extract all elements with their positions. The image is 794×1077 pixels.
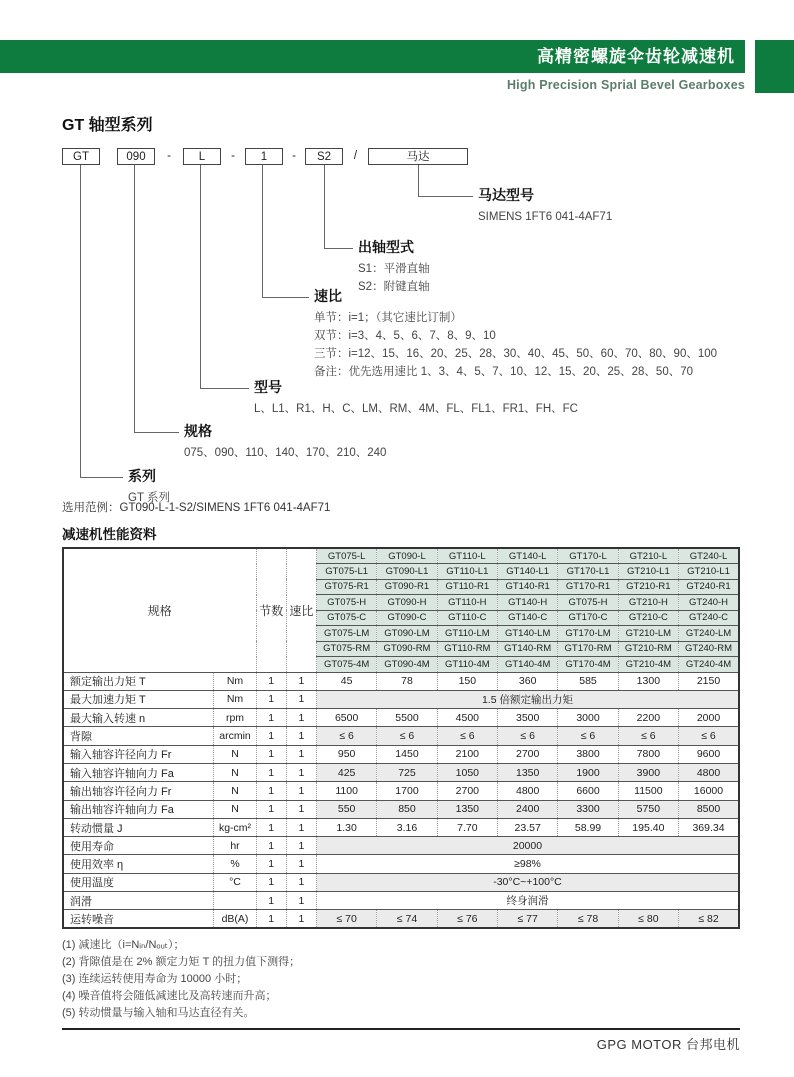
row-value: 1050 <box>437 763 497 781</box>
row-value: 4500 <box>437 709 497 727</box>
model-header-cell: GT090-L <box>377 548 437 564</box>
model-header-cell: GT240-L <box>679 548 739 564</box>
model-code-separator: - <box>231 150 235 162</box>
row-value: ≤ 80 <box>618 910 678 928</box>
model-header-cell: GT170-L <box>558 548 618 564</box>
table-row <box>63 892 739 910</box>
row-value: 1100 <box>316 782 376 800</box>
model-header-cell: GT210-LM <box>618 626 678 642</box>
model-header-cell: GT075-L1 <box>316 564 376 580</box>
row-label: 输出轴容许轴向力 Fa <box>63 800 214 818</box>
model-header-cell: GT210-L <box>618 548 678 564</box>
row-value: 6600 <box>558 782 618 800</box>
model-header-cell: GT240-C <box>679 610 739 626</box>
row-stages: 1 <box>256 727 286 745</box>
model-code-box: 马达 <box>368 148 468 165</box>
row-stages: 1 <box>256 782 286 800</box>
row-stages: 1 <box>256 672 286 690</box>
model-header-cell: GT210-L1 <box>618 564 678 580</box>
model-code-box: 090 <box>117 148 155 165</box>
row-value: 3300 <box>558 800 618 818</box>
row-value: ≤ 77 <box>498 910 558 928</box>
row-unit: N <box>214 763 256 781</box>
model-header-cell: GT110-H <box>437 595 497 611</box>
table-row <box>63 910 739 928</box>
callout-title-model: 型号 <box>254 379 282 395</box>
row-unit: N <box>214 800 256 818</box>
row-unit: % <box>214 855 256 873</box>
model-header-cell: GT140-LM <box>498 626 558 642</box>
row-ratio: 1 <box>286 745 316 763</box>
row-value: ≤ 74 <box>377 910 437 928</box>
row-value: 1700 <box>377 782 437 800</box>
model-header-cell: GT090-C <box>377 610 437 626</box>
model-header-row <box>63 548 739 564</box>
row-value: 9600 <box>679 745 739 763</box>
row-value: ≤ 6 <box>437 727 497 745</box>
model-header-cell: GT110-L <box>437 548 497 564</box>
model-header-cell: GT210-H <box>618 595 678 611</box>
row-value: 2100 <box>437 745 497 763</box>
row-unit: rpm <box>214 709 256 727</box>
table-row <box>63 782 739 800</box>
model-header-cell: GT170-R1 <box>558 579 618 595</box>
table-row <box>63 745 739 763</box>
row-value: 5750 <box>618 800 678 818</box>
row-stages: 1 <box>256 855 286 873</box>
footer-rule <box>62 1028 740 1030</box>
model-header-cell: GT075-C <box>316 610 376 626</box>
callout-connector-motor-model <box>418 165 473 197</box>
model-header-cell: GT140-RM <box>498 641 558 657</box>
row-unit: Nm <box>214 690 256 708</box>
row-value: 2400 <box>498 800 558 818</box>
row-value: 1300 <box>618 672 678 690</box>
row-merged-value: ≥98% <box>316 855 739 873</box>
model-code-separator: / <box>353 150 358 162</box>
row-unit: N <box>214 745 256 763</box>
model-header-cell: GT075-RM <box>316 641 376 657</box>
corner-header-stages: 节数 <box>256 548 286 672</box>
row-unit: N <box>214 782 256 800</box>
performance-table-title: 减速机性能资料 <box>62 527 157 542</box>
row-value: ≤ 6 <box>498 727 558 745</box>
row-ratio: 1 <box>286 818 316 836</box>
row-value: 1350 <box>437 800 497 818</box>
table-row <box>63 855 739 873</box>
callout-connector-ratio <box>262 165 309 298</box>
row-ratio: 1 <box>286 727 316 745</box>
row-unit: arcmin <box>214 727 256 745</box>
row-ratio: 1 <box>286 800 316 818</box>
model-code-box: GT <box>62 148 100 165</box>
model-header-cell: GT170-4M <box>558 657 618 673</box>
table-row <box>63 800 739 818</box>
row-value: 3900 <box>618 763 678 781</box>
model-header-cell: GT240-R1 <box>679 579 739 595</box>
row-value: 45 <box>316 672 376 690</box>
callout-line-ratio: 备注：优先选用速比 1、3、4、5、7、10、12、15、20、25、28、50、70 <box>314 366 694 378</box>
row-label: 最大加速力矩 T <box>63 690 214 708</box>
model-header-cell: GT090-4M <box>377 657 437 673</box>
model-header-cell: GT110-LM <box>437 626 497 642</box>
row-unit: kg-cm² <box>214 818 256 836</box>
model-header-cell: GT240-LM <box>679 626 739 642</box>
row-ratio: 1 <box>286 672 316 690</box>
model-header-cell: GT170-RM <box>558 641 618 657</box>
row-value: 3500 <box>498 709 558 727</box>
model-header-cell: GT240-RM <box>679 641 739 657</box>
row-merged-value: 1.5 倍额定输出力矩 <box>316 690 739 708</box>
row-ratio: 1 <box>286 763 316 781</box>
table-row <box>63 763 739 781</box>
row-value: 5500 <box>377 709 437 727</box>
callout-connector-series <box>80 165 123 478</box>
callout-line-motor-model: SIMENS 1FT6 041-4AF71 <box>478 211 613 223</box>
model-header-cell: GT090-LM <box>377 626 437 642</box>
table-row <box>63 709 739 727</box>
row-unit: hr <box>214 837 256 855</box>
row-ratio: 1 <box>286 690 316 708</box>
row-label: 输出轴容许径向力 Fr <box>63 782 214 800</box>
row-ratio: 1 <box>286 892 316 910</box>
model-header-cell: GT075-L <box>316 548 376 564</box>
row-value: 1350 <box>498 763 558 781</box>
row-label: 运转噪音 <box>63 910 214 928</box>
row-value: ≤ 6 <box>377 727 437 745</box>
row-label: 使用效率 η <box>63 855 214 873</box>
page-subtitle-en: High Precision Sprial Bevel Gearboxes <box>506 78 745 92</box>
callout-title-output-shaft-type: 出轴型式 <box>358 239 414 255</box>
model-code-box: 1 <box>245 148 283 165</box>
row-label: 使用寿命 <box>63 837 214 855</box>
model-code-separator: - <box>167 150 171 162</box>
row-value: 8500 <box>679 800 739 818</box>
row-stages: 1 <box>256 837 286 855</box>
footnote-line: (5) 转动惯量与输入轴和马达直径有关。 <box>62 1007 255 1019</box>
table-row <box>63 818 739 836</box>
row-value: ≤ 70 <box>316 910 376 928</box>
model-header-cell: GT075-H <box>558 595 618 611</box>
row-stages: 1 <box>256 910 286 928</box>
row-label: 额定输出力矩 T <box>63 672 214 690</box>
row-value: 1450 <box>377 745 437 763</box>
row-label: 最大输入转速 n <box>63 709 214 727</box>
model-header-cell: GT090-R1 <box>377 579 437 595</box>
model-header-cell: GT140-4M <box>498 657 558 673</box>
row-value: 4800 <box>498 782 558 800</box>
row-value: 4800 <box>679 763 739 781</box>
model-header-cell: GT240-H <box>679 595 739 611</box>
model-header-cell: GT075-H <box>316 595 376 611</box>
row-value: 1900 <box>558 763 618 781</box>
row-value: 11500 <box>618 782 678 800</box>
header-corner-block <box>755 40 794 93</box>
footer-brand: GPG MOTOR 台邦电机 <box>596 1037 740 1052</box>
row-value: 360 <box>498 672 558 690</box>
row-ratio: 1 <box>286 873 316 891</box>
row-value: 150 <box>437 672 497 690</box>
row-ratio: 1 <box>286 782 316 800</box>
row-value: 16000 <box>679 782 739 800</box>
row-stages: 1 <box>256 892 286 910</box>
selection-example: 选用范例：GT090-L-1-S2/SIMENS 1FT6 041-4AF71 <box>62 502 331 514</box>
model-header-cell: GT110-RM <box>437 641 497 657</box>
model-header-cell: GT075-LM <box>316 626 376 642</box>
model-header-cell: GT140-R1 <box>498 579 558 595</box>
callout-line-ratio: 单节：i=1；（其它速比订制） <box>314 312 462 324</box>
row-merged-value: -30°C~+100°C <box>316 873 739 891</box>
callout-connector-output-shaft-type <box>324 165 353 249</box>
row-value: ≤ 76 <box>437 910 497 928</box>
row-label: 转动惯量 J <box>63 818 214 836</box>
model-header-cell: GT210-R1 <box>618 579 678 595</box>
corner-header-spec: 规格 <box>63 548 256 672</box>
callout-connector-model <box>200 165 249 389</box>
model-header-cell: GT140-L <box>498 548 558 564</box>
row-value: 3800 <box>558 745 618 763</box>
row-stages: 1 <box>256 763 286 781</box>
model-header-cell: GT240-4M <box>679 657 739 673</box>
performance-table-wrap <box>62 547 740 929</box>
row-value: 369.34 <box>679 818 739 836</box>
callout-line-model: L、L1、R1、H、C、LM、RM、4M、FL、FL1、FR1、FH、FC <box>254 403 578 415</box>
row-ratio: 1 <box>286 910 316 928</box>
model-header-cell: GT075-4M <box>316 657 376 673</box>
callout-title-ratio: 速比 <box>314 288 342 304</box>
model-code-separator: - <box>292 150 296 162</box>
row-stages: 1 <box>256 873 286 891</box>
row-value: 23.57 <box>498 818 558 836</box>
row-stages: 1 <box>256 709 286 727</box>
page-title-cn: 高精密螺旋伞齿轮减速机 <box>537 47 735 66</box>
model-header-cell: GT170-LM <box>558 626 618 642</box>
callout-line-size: 075、090、110、140、170、210、240 <box>184 447 387 459</box>
row-value: 850 <box>377 800 437 818</box>
row-value: 585 <box>558 672 618 690</box>
row-value: 2700 <box>498 745 558 763</box>
footnote-line: (3) 连续运转使用寿命为 10000 小时； <box>62 973 248 985</box>
model-code-box: L <box>183 148 221 165</box>
row-value: ≤ 6 <box>558 727 618 745</box>
row-value: 6500 <box>316 709 376 727</box>
model-header-cell: GT170-C <box>558 610 618 626</box>
callout-title-motor-model: 马达型号 <box>478 187 534 203</box>
row-ratio: 1 <box>286 709 316 727</box>
model-header-cell: GT170-L1 <box>558 564 618 580</box>
row-label: 输入轴容许轴向力 Fa <box>63 763 214 781</box>
model-header-cell: GT210-4M <box>618 657 678 673</box>
model-header-cell: GT210-C <box>618 610 678 626</box>
callout-line-output-shaft-type: S2：附键直轴 <box>358 281 430 293</box>
row-ratio: 1 <box>286 837 316 855</box>
row-value: 725 <box>377 763 437 781</box>
row-value: 7800 <box>618 745 678 763</box>
callout-title-series: 系列 <box>128 468 156 484</box>
row-value: 425 <box>316 763 376 781</box>
row-merged-value: 20000 <box>316 837 739 855</box>
model-header-cell: GT140-C <box>498 610 558 626</box>
callout-line-series: GT 系列 <box>128 492 170 504</box>
row-ratio: 1 <box>286 855 316 873</box>
model-header-cell: GT110-L1 <box>437 564 497 580</box>
table-row <box>63 690 739 708</box>
table-row <box>63 672 739 690</box>
model-header-cell: GT210-RM <box>618 641 678 657</box>
row-merged-value: 终身润滑 <box>316 892 739 910</box>
row-unit <box>214 892 256 910</box>
row-stages: 1 <box>256 745 286 763</box>
footnote-line: (1) 减速比（i=Nᵢₙ/Nₒᵤₜ）； <box>62 939 185 951</box>
callout-line-output-shaft-type: S1：平滑直轴 <box>358 263 430 275</box>
model-header-cell: GT140-L1 <box>498 564 558 580</box>
row-value: 2200 <box>618 709 678 727</box>
model-header-cell: GT075-R1 <box>316 579 376 595</box>
callout-connector-size <box>134 165 179 433</box>
corner-header-ratio: 速比 <box>286 548 316 672</box>
model-header-cell: GT140-H <box>498 595 558 611</box>
row-value: 2700 <box>437 782 497 800</box>
row-stages: 1 <box>256 818 286 836</box>
footnote-line: (2) 背隙值是在 2% 额定力矩 T 的扭力值下测得； <box>62 956 301 968</box>
row-value: 2000 <box>679 709 739 727</box>
row-value: 2150 <box>679 672 739 690</box>
model-code-box: S2 <box>305 148 343 165</box>
callout-line-ratio: 三节：i=12、15、16、20、25、28、30、40、45、50、60、70、80、90、100 <box>314 348 718 360</box>
row-value: 950 <box>316 745 376 763</box>
model-header-cell: GT110-C <box>437 610 497 626</box>
row-unit: dB(A) <box>214 910 256 928</box>
row-label: 使用温度 <box>63 873 214 891</box>
header-title-bar <box>0 40 745 73</box>
model-header-cell: GT090-L1 <box>377 564 437 580</box>
row-value: 7.70 <box>437 818 497 836</box>
row-label: 润滑 <box>63 892 214 910</box>
row-value: 3000 <box>558 709 618 727</box>
performance-table <box>62 547 740 929</box>
callout-title-size: 规格 <box>184 423 212 439</box>
row-value: 550 <box>316 800 376 818</box>
footnote-line: (4) 噪音值将会随低减速比及高转速而升高； <box>62 990 277 1002</box>
row-value: ≤ 6 <box>679 727 739 745</box>
row-label: 输入轴容许径向力 Fr <box>63 745 214 763</box>
model-header-cell: GT090-H <box>377 595 437 611</box>
row-value: ≤ 82 <box>679 910 739 928</box>
model-header-cell: GT210-L1 <box>679 564 739 580</box>
row-value: 1.30 <box>316 818 376 836</box>
row-stages: 1 <box>256 800 286 818</box>
row-value: ≤ 6 <box>316 727 376 745</box>
row-value: 195.40 <box>618 818 678 836</box>
table-row <box>63 727 739 745</box>
row-value: 3.16 <box>377 818 437 836</box>
row-stages: 1 <box>256 690 286 708</box>
row-label: 背隙 <box>63 727 214 745</box>
model-header-cell: GT090-RM <box>377 641 437 657</box>
row-unit: Nm <box>214 672 256 690</box>
row-value: 58.99 <box>558 818 618 836</box>
model-header-cell: GT110-4M <box>437 657 497 673</box>
section-title: GT 轴型系列 <box>62 117 153 134</box>
row-value: ≤ 78 <box>558 910 618 928</box>
row-unit: °C <box>214 873 256 891</box>
model-header-cell: GT110-R1 <box>437 579 497 595</box>
callout-line-ratio: 双节：i=3、4、5、6、7、8、9、10 <box>314 330 496 342</box>
row-value: 78 <box>377 672 437 690</box>
table-row <box>63 873 739 891</box>
row-value: ≤ 6 <box>618 727 678 745</box>
table-row <box>63 837 739 855</box>
